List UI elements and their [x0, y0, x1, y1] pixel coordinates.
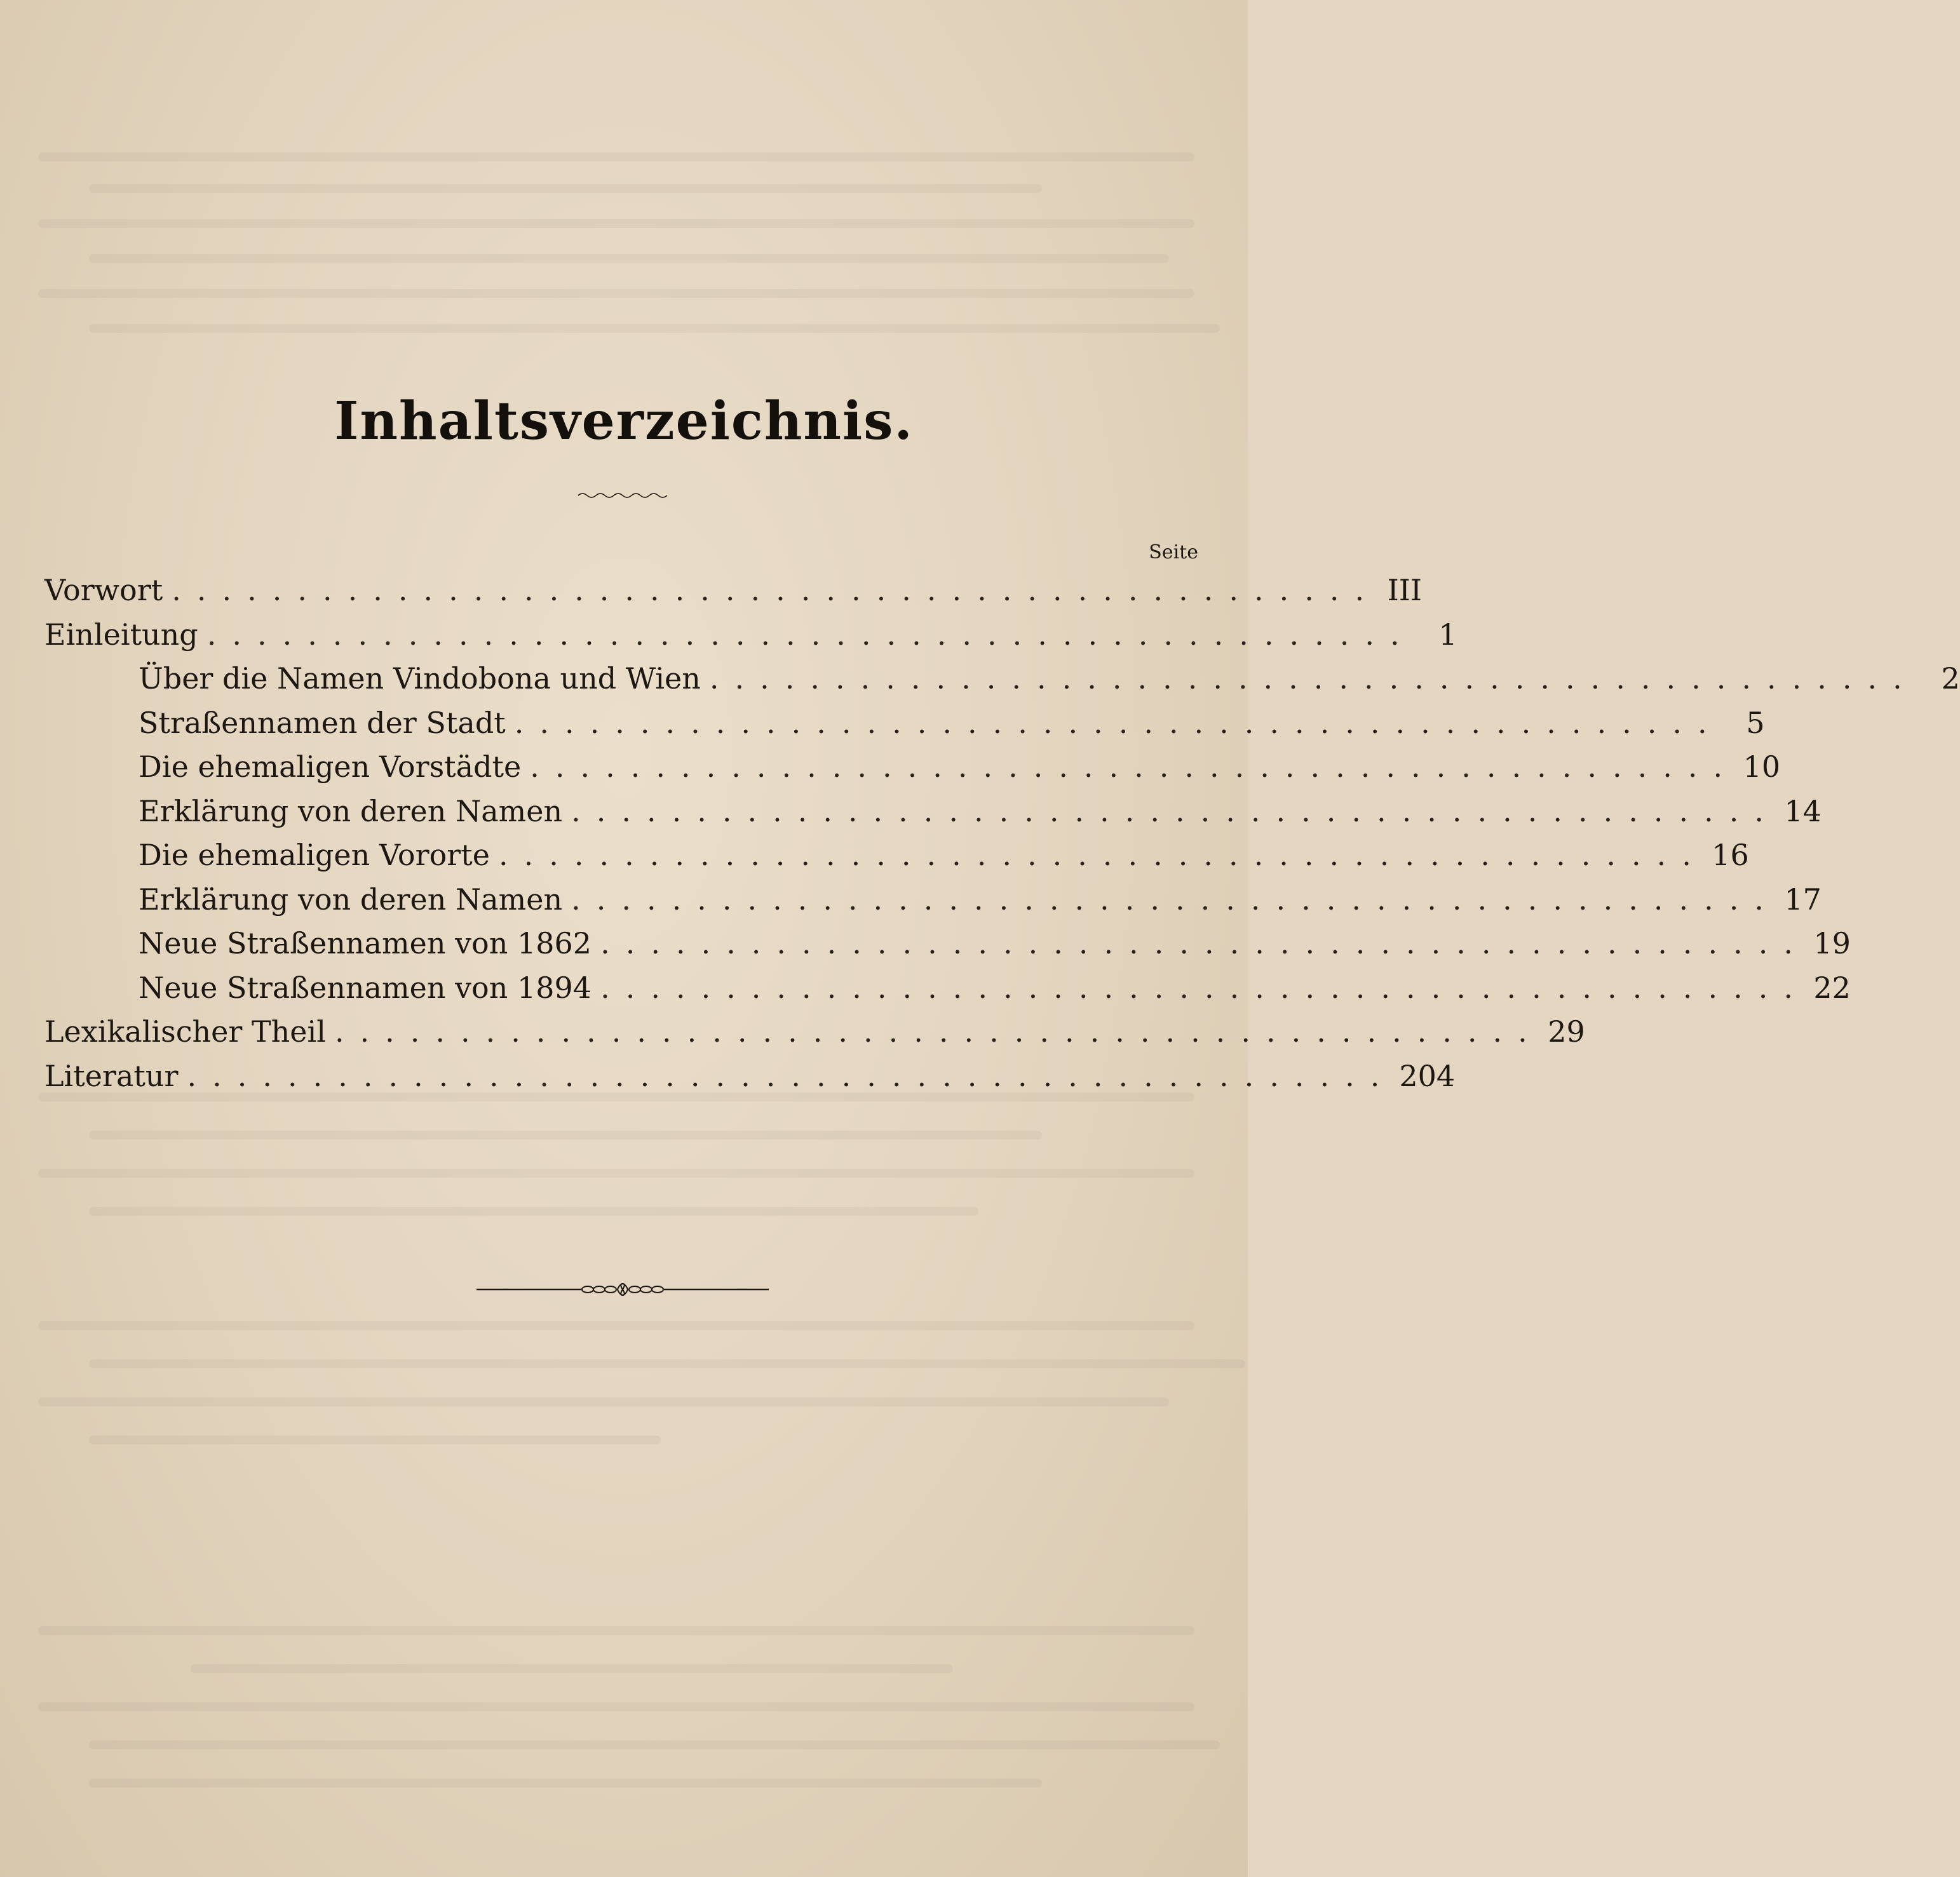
toc-entry-page-number: 204 — [1399, 1058, 1456, 1093]
toc-leader-dots: ................................................ — [530, 750, 1739, 784]
toc-leader-dots: ................................................ — [206, 617, 1416, 652]
page-column-header: Seite — [1149, 541, 1198, 563]
toc-leader-dots: ................................................ — [514, 705, 1723, 740]
toc-entry — [44, 790, 1821, 834]
toc-entry — [44, 833, 1749, 878]
title-ornament-icon — [575, 489, 670, 502]
toc-entry — [44, 701, 1765, 746]
toc-entry-page-number: 22 — [1813, 970, 1851, 1005]
table-of-contents — [44, 568, 1960, 1098]
toc-leader-dots: ................................................ — [709, 661, 1918, 696]
toc-leader-dots: ................................................ — [498, 838, 1707, 872]
toc-entry — [44, 1054, 1456, 1099]
toc-entry-label: Die ehemaligen Vororte — [139, 838, 490, 872]
toc-entry-page-number: III — [1387, 573, 1423, 607]
toc-leader-dots: ................................................ — [600, 926, 1809, 960]
toc-entry-label: Lexikalischer Theil — [44, 1014, 326, 1049]
page-title: Inhaltsverzeichnis. — [334, 391, 914, 452]
closing-ornament-icon — [476, 1280, 769, 1299]
toc-entry-label: Neue Straßennamen von 1862 — [139, 926, 592, 960]
toc-leader-dots: ................................................ — [600, 970, 1809, 1005]
toc-entry-label: Straßennamen der Stadt — [139, 705, 506, 740]
toc-entry-page-number: 5 — [1746, 705, 1765, 740]
toc-entry — [44, 966, 1851, 1011]
toc-entry-label: Erklärung von deren Namen — [139, 882, 563, 917]
toc-entry-label: Einleitung — [44, 617, 198, 652]
toc-entry — [44, 613, 1457, 657]
toc-entry-label: Die ehemaligen Vorstädte — [139, 750, 522, 784]
toc-entry-label: Erklärung von deren Namen — [139, 793, 563, 828]
toc-entry-label: Literatur — [44, 1058, 179, 1093]
toc-leader-dots: ................................................ — [334, 1014, 1543, 1049]
toc-entry — [44, 568, 1423, 613]
toc-leader-dots: ................................................ — [571, 882, 1780, 917]
toc-entry-page-number: 2 — [1941, 661, 1960, 696]
toc-entry-page-number: 10 — [1743, 750, 1781, 784]
toc-leader-dots: ................................................ — [187, 1058, 1396, 1093]
toc-entry — [44, 657, 1960, 701]
toc-entry — [44, 922, 1851, 966]
toc-entry-page-number: 17 — [1784, 882, 1821, 917]
toc-entry-label: Neue Straßennamen von 1894 — [139, 970, 592, 1005]
toc-entry — [44, 1010, 1585, 1054]
toc-entry-label: Über die Namen Vindobona und Wien — [139, 661, 701, 696]
toc-entry-label: Vorwort — [44, 573, 163, 607]
toc-entry-page-number: 16 — [1712, 838, 1749, 872]
toc-entry-page-number: 14 — [1784, 793, 1821, 828]
toc-entry — [44, 878, 1821, 922]
toc-entry-page-number: 19 — [1813, 926, 1851, 960]
toc-entry — [44, 745, 1781, 790]
toc-entry-page-number: 1 — [1438, 617, 1457, 652]
toc-leader-dots: ................................................ — [571, 793, 1780, 828]
toc-entry-page-number: 29 — [1548, 1014, 1585, 1049]
toc-leader-dots: ................................................ — [172, 573, 1381, 607]
